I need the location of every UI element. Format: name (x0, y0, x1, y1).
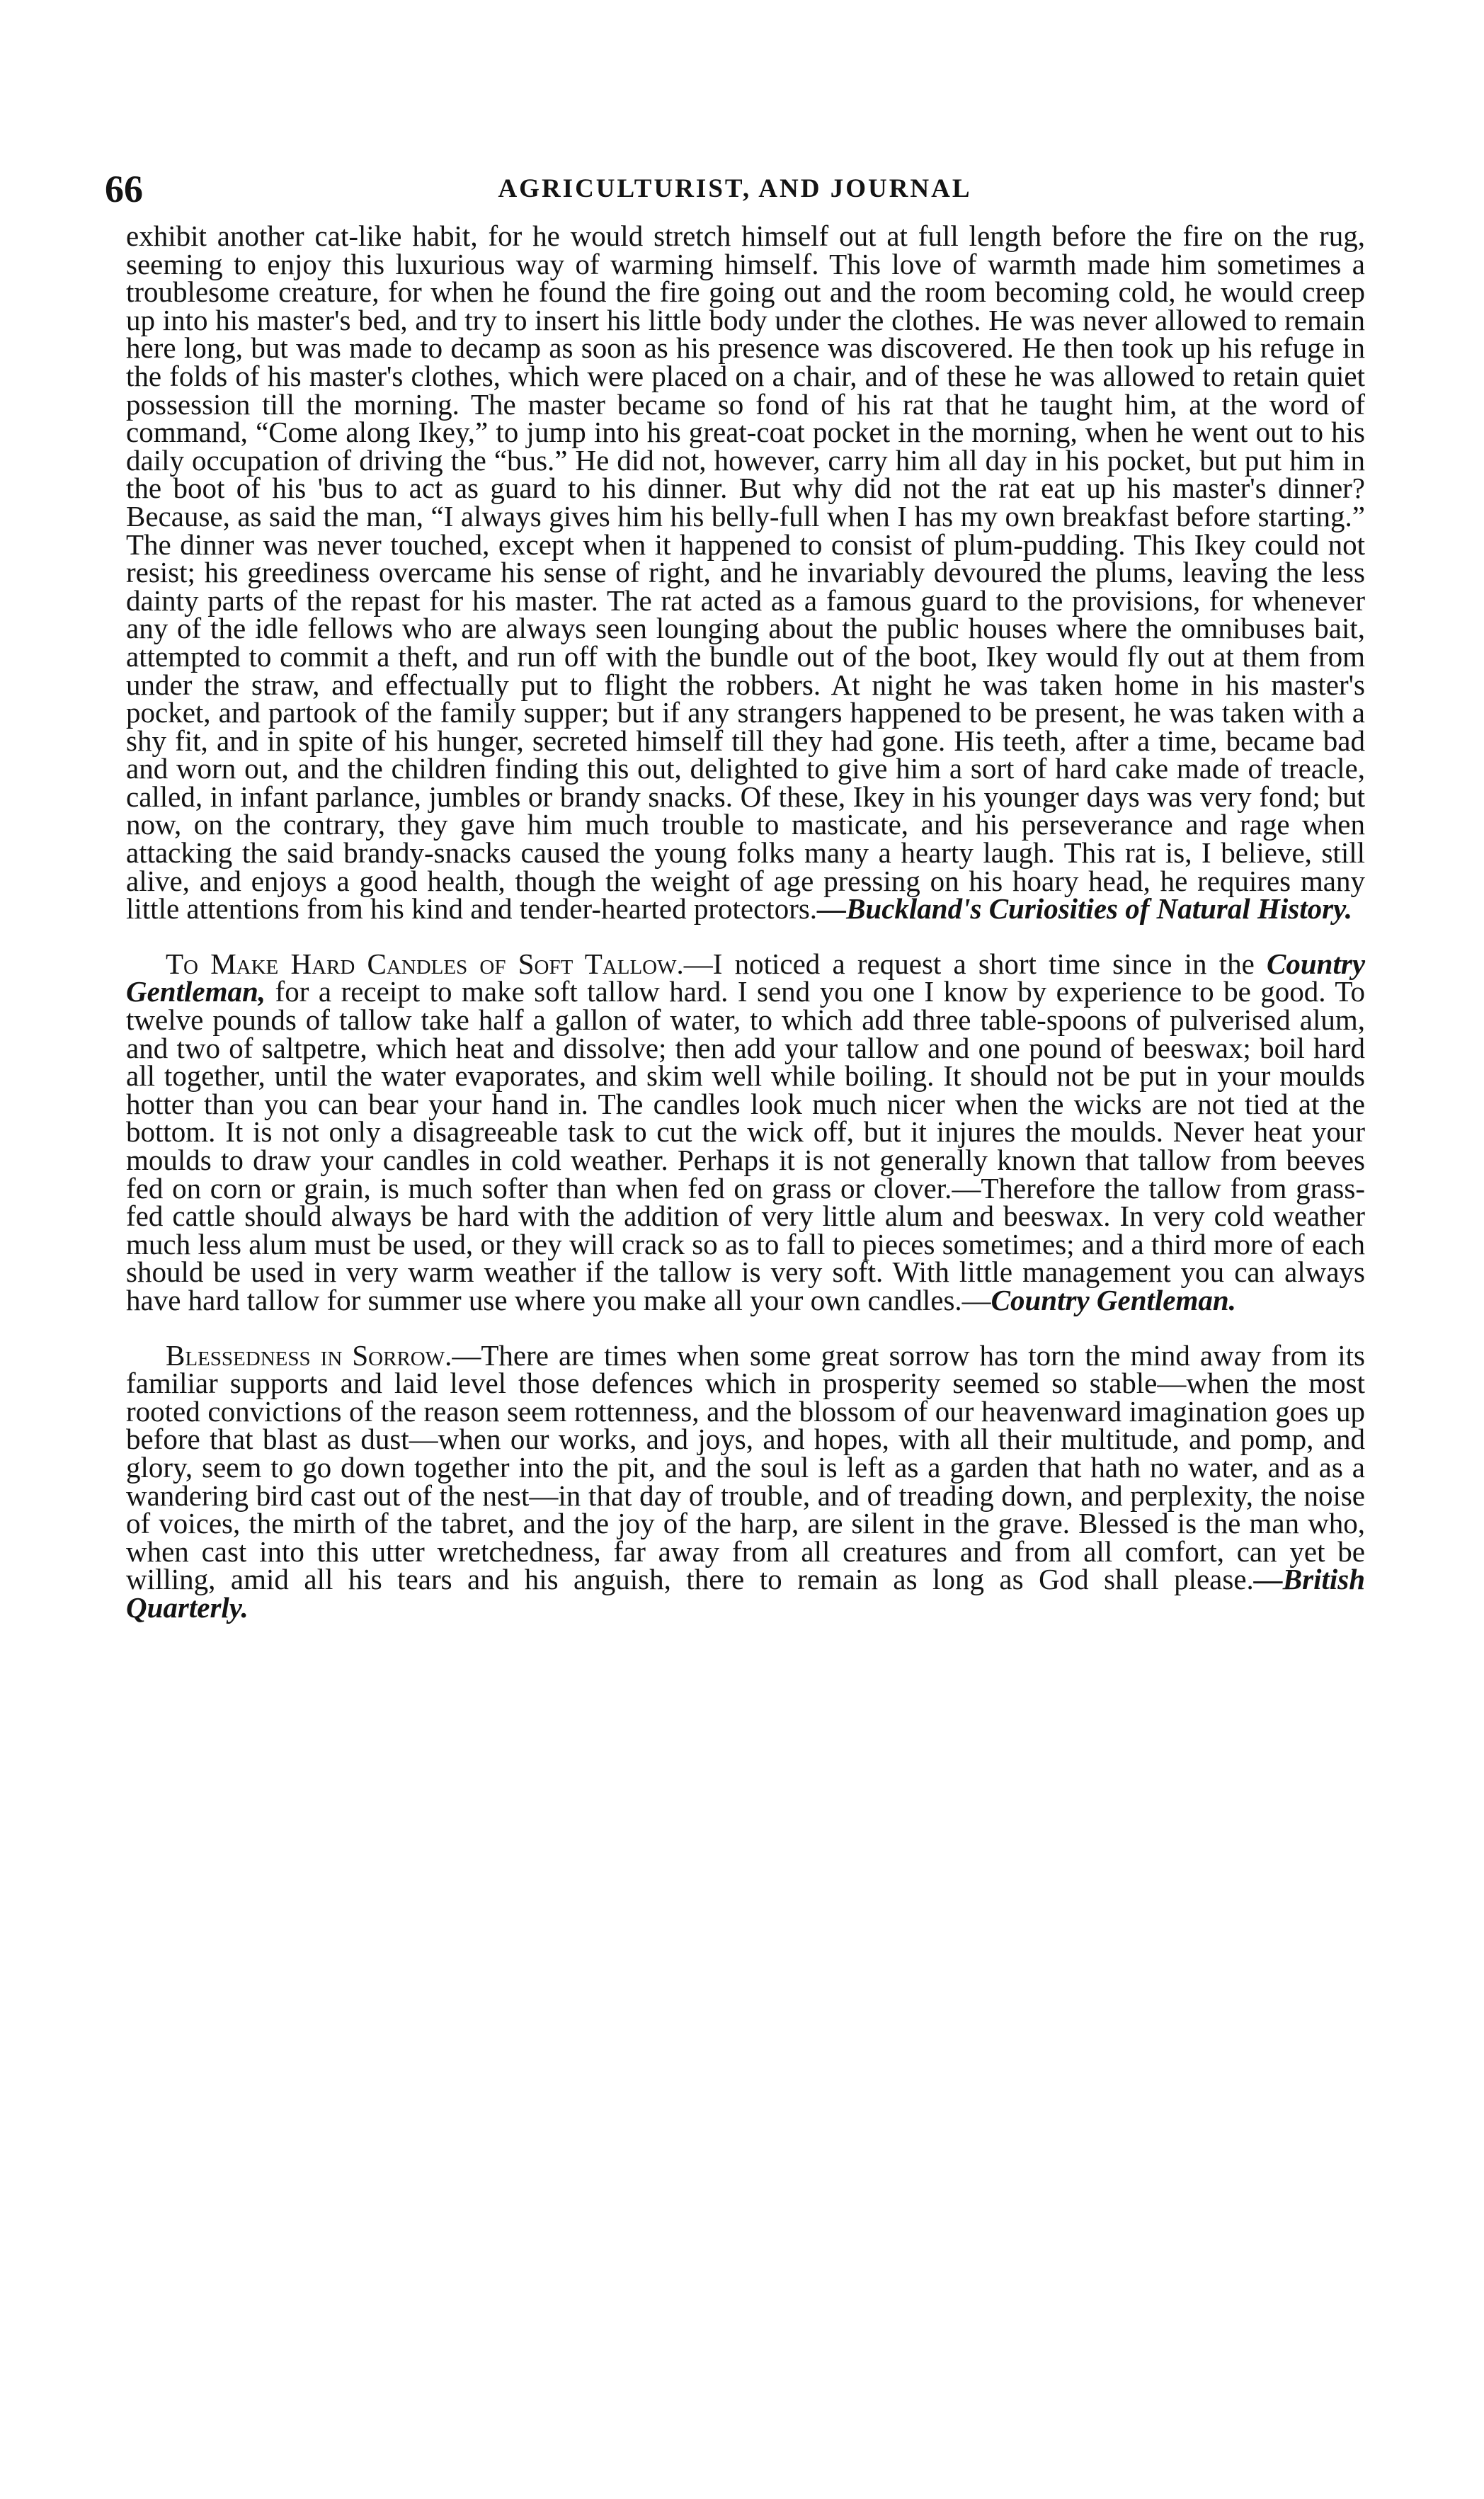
rat-story-body: exhibit another cat-like habit, for he would stretch himself out at full length before the fire on the rug, seeming to enjoy this luxurious way of warming himself. This love of warmth made him sometimes a troublesome creature, for when he found the fire going out and the room becoming cold, he would creep up into his master's bed, and try to insert his little body under the clothes. He was never allowed to remain here long, but was made to decamp as soon as his presence was discovered. He then took up his refuge in the folds of his master's clothes, which were placed on a chair, and of these he was allowed to retain quiet possession till the morning. The master became so fond of his rat that he taught him, at the word of command, “Come along Ikey,” to jump into his great-coat pocket in the morning, when he went out to his daily occupation of driving the “bus.” He did not, however, carry him all day in his pocket, but put him in the boot of his 'bus to act as guard to his dinner. But why did not the rat eat up his master's dinner? Because, as said the man, “I always gives him his belly-full when I has my own breakfast before starting.” The dinner was never touched, except when it happened to consist of plum-pudding. This Ikey could not resist; his greediness overcame his sense of right, and he invariably devoured the plums, leaving the less dainty parts of the repast for his master. The rat acted as a famous guard to the provisions, for whenever any of the idle fellows who are always seen lounging about the public houses where the omnibuses bait, attempted to commit a theft, and run off with the bundle out of the boot, Ikey would fly out at them from under the straw, and effectually put to flight the robbers. At night he was taken home in his master's pocket, and partook of the family supper; but if any strangers happened to be present, he was taken with a shy fit, and in spite of his hunger, secreted himself till they had gone. His teeth, after a time, became bad and worn out, and the children finding this out, delighted to give him a sort of hard cake made of treacle, called, in infant parlance, jumbles or brandy snacks. Of these, Ikey in his younger days was very fond; but now, on the contrary, they gave him much trouble to masticate, and his perseverance and rage when attacking the said brandy-snacks caused the young folks many a hearty laugh. This rat is, I believe, still alive, and enjoys a good health, though the weight of age pressing on his hoary head, he requires many little attentions from his kind and tender-hearted protectors. (126, 220, 1365, 926)
article-rat-story (126, 220, 1365, 926)
body-text (126, 222, 1365, 1622)
hard-candles-body-2: for a receipt to make soft tallow hard. I send you one I know by experience to be good. To twelve pounds of tallow take half a gallon of water, to which add three table-spoons of pulverised alum, and two of saltpetre, which heat and dissolve; then add your tallow and one pound of beeswax; boil hard all together, until the water evaporates, and skim well while boiling. It should not be put in your moulds hotter than you can bear your hand in. The candles look much nicer when the wicks are not tied at the bottom. It is not only a disagreeable task to cut the wick off, but it injures the moulds. Never heat your moulds to draw your candles in cold weather. Perhaps it is not generally known that tallow from beeves fed on corn or grain, is much softer than when fed on grass or clover.—Therefore the tallow from grass-fed cattle should always be hard with the addition of very little alum and beeswax. In very cold weather much less alum must be used, or they will crack so as to fall to pieces sometimes; and a third more of each should be used in very warm weather if the tallow is very soft. With little management you can always have hard tallow for summer use where you make all your own candles.— (126, 975, 1365, 1316)
blessedness-body: —There are times when some great sorrow has torn the mind away from its familiar supports and laid level those defences which in prosperity seemed so stable—when the most rooted convictions of the reason seem rottenness, and the blossom of our heavenward imagination goes up before that blast as dust—when our works, and joys, and hopes, with all their multitude, and pomp, and glory, seem to go down together into the pit, and the soul is left as a garden that hath no water, and as a wandering bird cast out of the nest—in that day of trouble, and of treading down, and perplexity, the noise of voices, the mirth of the tabret, and the joy of the harp, are silent in the grave. Blessed is the man who, when cast into this utter wretchedness, far away from all creatures and from all comfort, can yet be willing, amid all his tears and his anguish, there to remain as long as God shall please. (126, 1338, 1366, 1596)
page-number: 66 (105, 168, 143, 210)
article-hard-candles (126, 947, 1366, 1316)
hard-candles-heading: To Make Hard Candles of Soft Tallow. (166, 947, 684, 980)
article-blessedness-sorrow (126, 1338, 1366, 1624)
blessedness-attribution: —British Quarterly. (126, 1563, 1365, 1624)
running-head (105, 164, 1365, 214)
blessedness-heading: Blessedness in Sorrow. (166, 1338, 452, 1372)
hard-candles-attribution: Country Gentleman. (991, 1283, 1236, 1316)
rat-story-attribution: —Buckland's Curiosities of Natural History. (817, 892, 1353, 926)
hard-candles-source-ref: Country Gentleman, (126, 947, 1366, 1008)
journal-title: AGRICULTURIST, AND JOURNAL (498, 174, 972, 203)
hard-candles-body-1: —I noticed a request a short time since in the (683, 947, 1267, 980)
